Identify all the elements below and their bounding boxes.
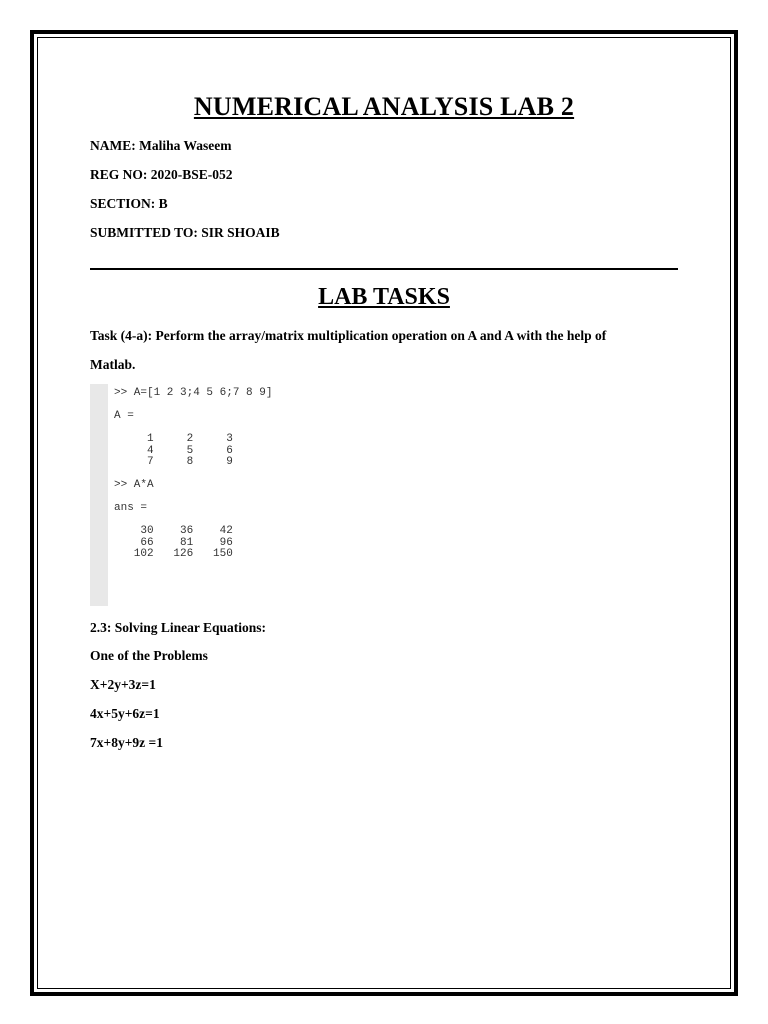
console-line: 66 81 96 (114, 536, 233, 549)
console-gutter (90, 384, 108, 606)
console-line: 4 5 6 (114, 444, 233, 457)
console-line: 7 8 9 (114, 456, 233, 468)
section-title-lab-tasks: LAB TASKS (318, 284, 450, 310)
equations-heading: 2.3: Solving Linear Equations: (90, 620, 267, 635)
registration-number: REG NO: 2020-BSE-052 (90, 167, 233, 182)
console-line: >> A=[1 2 3;4 5 6;7 8 9] (114, 387, 273, 399)
horizontal-divider (90, 268, 678, 270)
document-title: NUMERICAL ANALYSIS LAB 2 (193, 92, 575, 121)
console-line: 1 2 3 (114, 433, 233, 445)
task-description-line1: Task (4-a): Perform the array/matrix multiplication operation on A and A with the help of (90, 328, 607, 343)
submitted-to: SUBMITTED TO: SIR SHOAIB (90, 225, 280, 240)
task-description-line2: Matlab. (90, 357, 136, 372)
equations-intro: One of the Problems (90, 648, 208, 663)
console-line: ans = (114, 502, 148, 514)
equation-3: 7x+8y+9z =1 (90, 735, 163, 750)
console-output (114, 388, 272, 561)
console-line: 102 126 150 (114, 548, 233, 560)
matlab-console-screenshot (90, 384, 322, 606)
console-line: A = (114, 410, 134, 422)
student-name: NAME: Maliha Waseem (90, 138, 232, 153)
console-line: 30 36 42 (114, 525, 233, 537)
section: SECTION: B (90, 196, 168, 211)
equation-2: 4x+5y+6z=1 (90, 706, 160, 721)
console-line: >> A*A (114, 479, 154, 491)
equation-1: X+2y+3z=1 (90, 677, 156, 692)
